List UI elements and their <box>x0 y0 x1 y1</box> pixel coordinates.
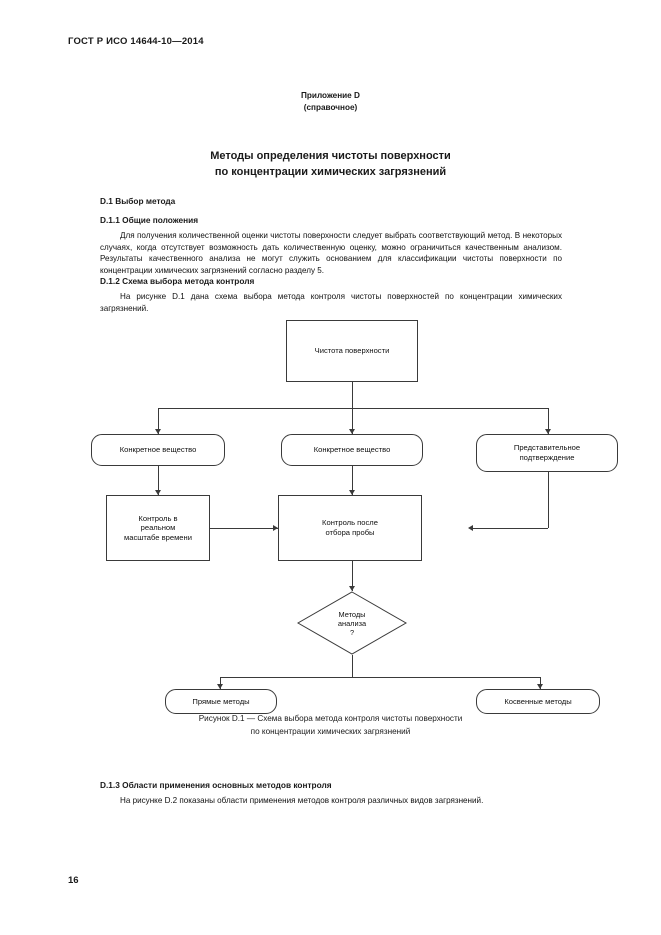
annex-block <box>0 90 661 114</box>
section-heading-d13: D.1.3 Области применения основных методов контроля <box>100 780 332 790</box>
arrow-right-into-sample <box>468 525 473 531</box>
paragraph-d12: На рисунке D.1 дана схема выбора метода контроля чистоты поверхностей по концентрации химических загрязнений. <box>100 292 562 313</box>
figure-caption-line1: Рисунок D.1 — Схема выбора метода контроля чистоты поверхности <box>198 714 463 723</box>
connector-h-left-in <box>210 528 278 529</box>
connector-v-top <box>352 382 353 408</box>
section-heading-d11: D.1.1 Общие положения <box>100 215 199 225</box>
paragraph-d13: На рисунке D.2 показаны области применения методов контроля различных видов загрязнений. <box>120 796 484 805</box>
standard-header: ГОСТ Р ИСО 14644-10—2014 <box>68 36 204 47</box>
page-title <box>68 148 593 180</box>
figure-caption-line2: по концентрации химических загрязнений <box>250 727 411 736</box>
flow-node-direct-methods: Прямые методы <box>165 689 277 714</box>
flow-node-indirect-methods: Косвенные методы <box>476 689 600 714</box>
section-heading-d12: D.1.2 Схема выбора метода контроля <box>100 276 255 286</box>
annex-type: (справочное) <box>303 103 358 112</box>
figure-caption <box>68 712 593 738</box>
diamond-label: Методы анализа ? <box>337 609 367 637</box>
flow-node-analysis-methods-decision <box>297 591 407 655</box>
flow-node-realtime-control: Контроль в реальном масштабе времени <box>106 495 210 561</box>
flowchart-diagram <box>68 315 593 710</box>
connector-v-from-diamond <box>352 655 353 677</box>
connector-h-bottom <box>220 677 540 678</box>
page-title-line1: Методы определения чистоты поверхности <box>210 150 451 162</box>
annex-label: Приложение D <box>301 91 360 100</box>
page-title-line2: по концентрации химических загрязнений <box>214 166 447 178</box>
paragraph-d11: Для получения количественной оценки чистоты поверхности следует выбрать соответствующий метод. В некоторых случаях, когда отсутствует возможность дать количественную оценку, можно ограничиться качественным анализом. Результаты качественного анализа не могут служить основанием для классификации чистоты поверхности по концентрации химических загрязнений согласно разделу 5. <box>100 231 562 275</box>
connector-v-right2 <box>548 472 549 528</box>
flow-node-surface-cleanliness: Чистота поверхности <box>286 320 418 382</box>
section-heading-d1: D.1 Выбор метода <box>100 196 176 206</box>
flow-node-representative-confirmation: Представительное подтверждение <box>476 434 618 472</box>
flow-node-post-sampling-control: Контроль после отбора пробы <box>278 495 422 561</box>
connector-h-main <box>158 408 548 409</box>
flow-node-specific-substance-mid: Конкретное вещество <box>281 434 423 466</box>
flow-node-specific-substance-left: Конкретное вещество <box>91 434 225 466</box>
page-number: 16 <box>68 875 79 886</box>
connector-h-right-in <box>472 528 548 529</box>
